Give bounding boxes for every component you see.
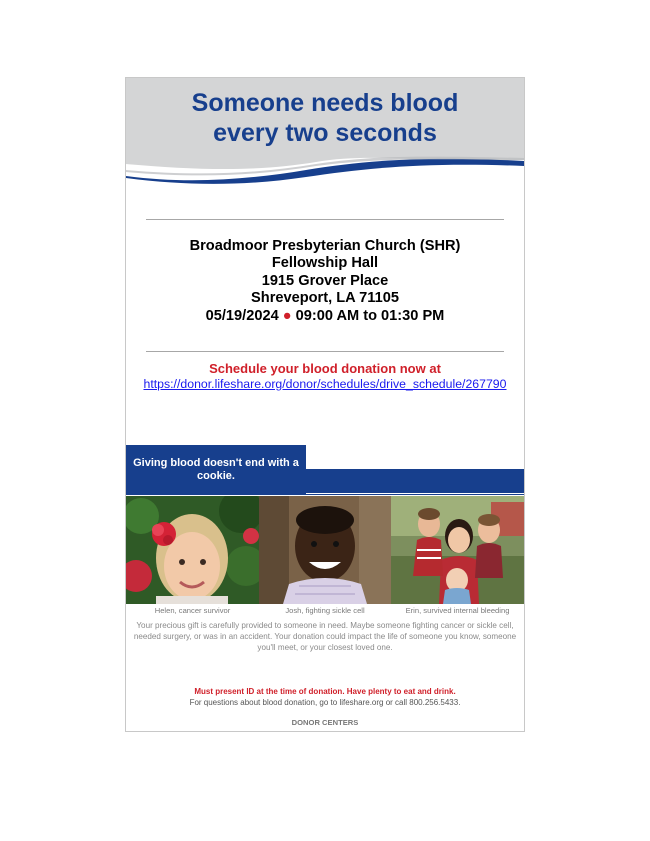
photo-caption-helen: Helen, cancer survivor bbox=[154, 606, 231, 615]
headline-line-1: Someone needs blood bbox=[191, 89, 459, 117]
blood-drive-flyer bbox=[125, 77, 525, 732]
questions-contact: For questions about blood donation, go to lifeshare.org or call 800.256.5433. bbox=[189, 698, 461, 707]
venue-hall: Fellowship Hall bbox=[271, 255, 379, 272]
bullet-separator: ● bbox=[282, 307, 292, 324]
photo-erin bbox=[391, 496, 524, 604]
tagline-band-rule bbox=[306, 493, 524, 494]
schedule-title: Schedule your blood donation now at bbox=[209, 361, 441, 376]
header-wave-graphic bbox=[126, 148, 524, 192]
photo-helen bbox=[126, 496, 259, 604]
appeal-paragraph: Your precious gift is carefully provided to someone in need. Maybe someone fighting cancer or sickle cell, needed surgery, or was in an accident. Your donation could impact the life of someone you know, someone you'll meet, or your closest loved one. bbox=[133, 621, 517, 652]
donor-centers-heading: DONOR CENTERS bbox=[291, 718, 359, 727]
tagline-band bbox=[306, 469, 524, 495]
headline-line-2: every two seconds bbox=[213, 119, 437, 147]
event-time: 09:00 AM to 01:30 PM bbox=[295, 307, 445, 324]
event-date: 05/19/2024 bbox=[205, 307, 279, 324]
top-divider bbox=[146, 219, 504, 220]
headline bbox=[126, 88, 524, 148]
venue-city: Shreveport, LA 71105 bbox=[251, 290, 399, 307]
venue-name: Broadmoor Presbyterian Church (SHR) bbox=[189, 238, 461, 254]
bottom-divider bbox=[146, 351, 504, 352]
photo-josh bbox=[259, 496, 391, 604]
photo-caption-josh: Josh, fighting sickle cell bbox=[285, 606, 365, 615]
event-details bbox=[126, 238, 524, 325]
tagline-box: Giving blood doesn't end with a cookie. bbox=[126, 445, 306, 495]
event-date-time bbox=[126, 308, 524, 325]
id-requirement-note: Must present ID at the time of donation. Have plenty to eat and drink. bbox=[194, 687, 456, 696]
venue-street: 1915 Grover Place bbox=[261, 272, 389, 289]
photo-caption-erin: Erin, survived internal bleeding bbox=[405, 606, 510, 615]
header-banner bbox=[126, 78, 524, 156]
schedule-link[interactable]: https://donor.lifeshare.org/donor/schedules/drive_schedule/267790 bbox=[143, 377, 507, 391]
